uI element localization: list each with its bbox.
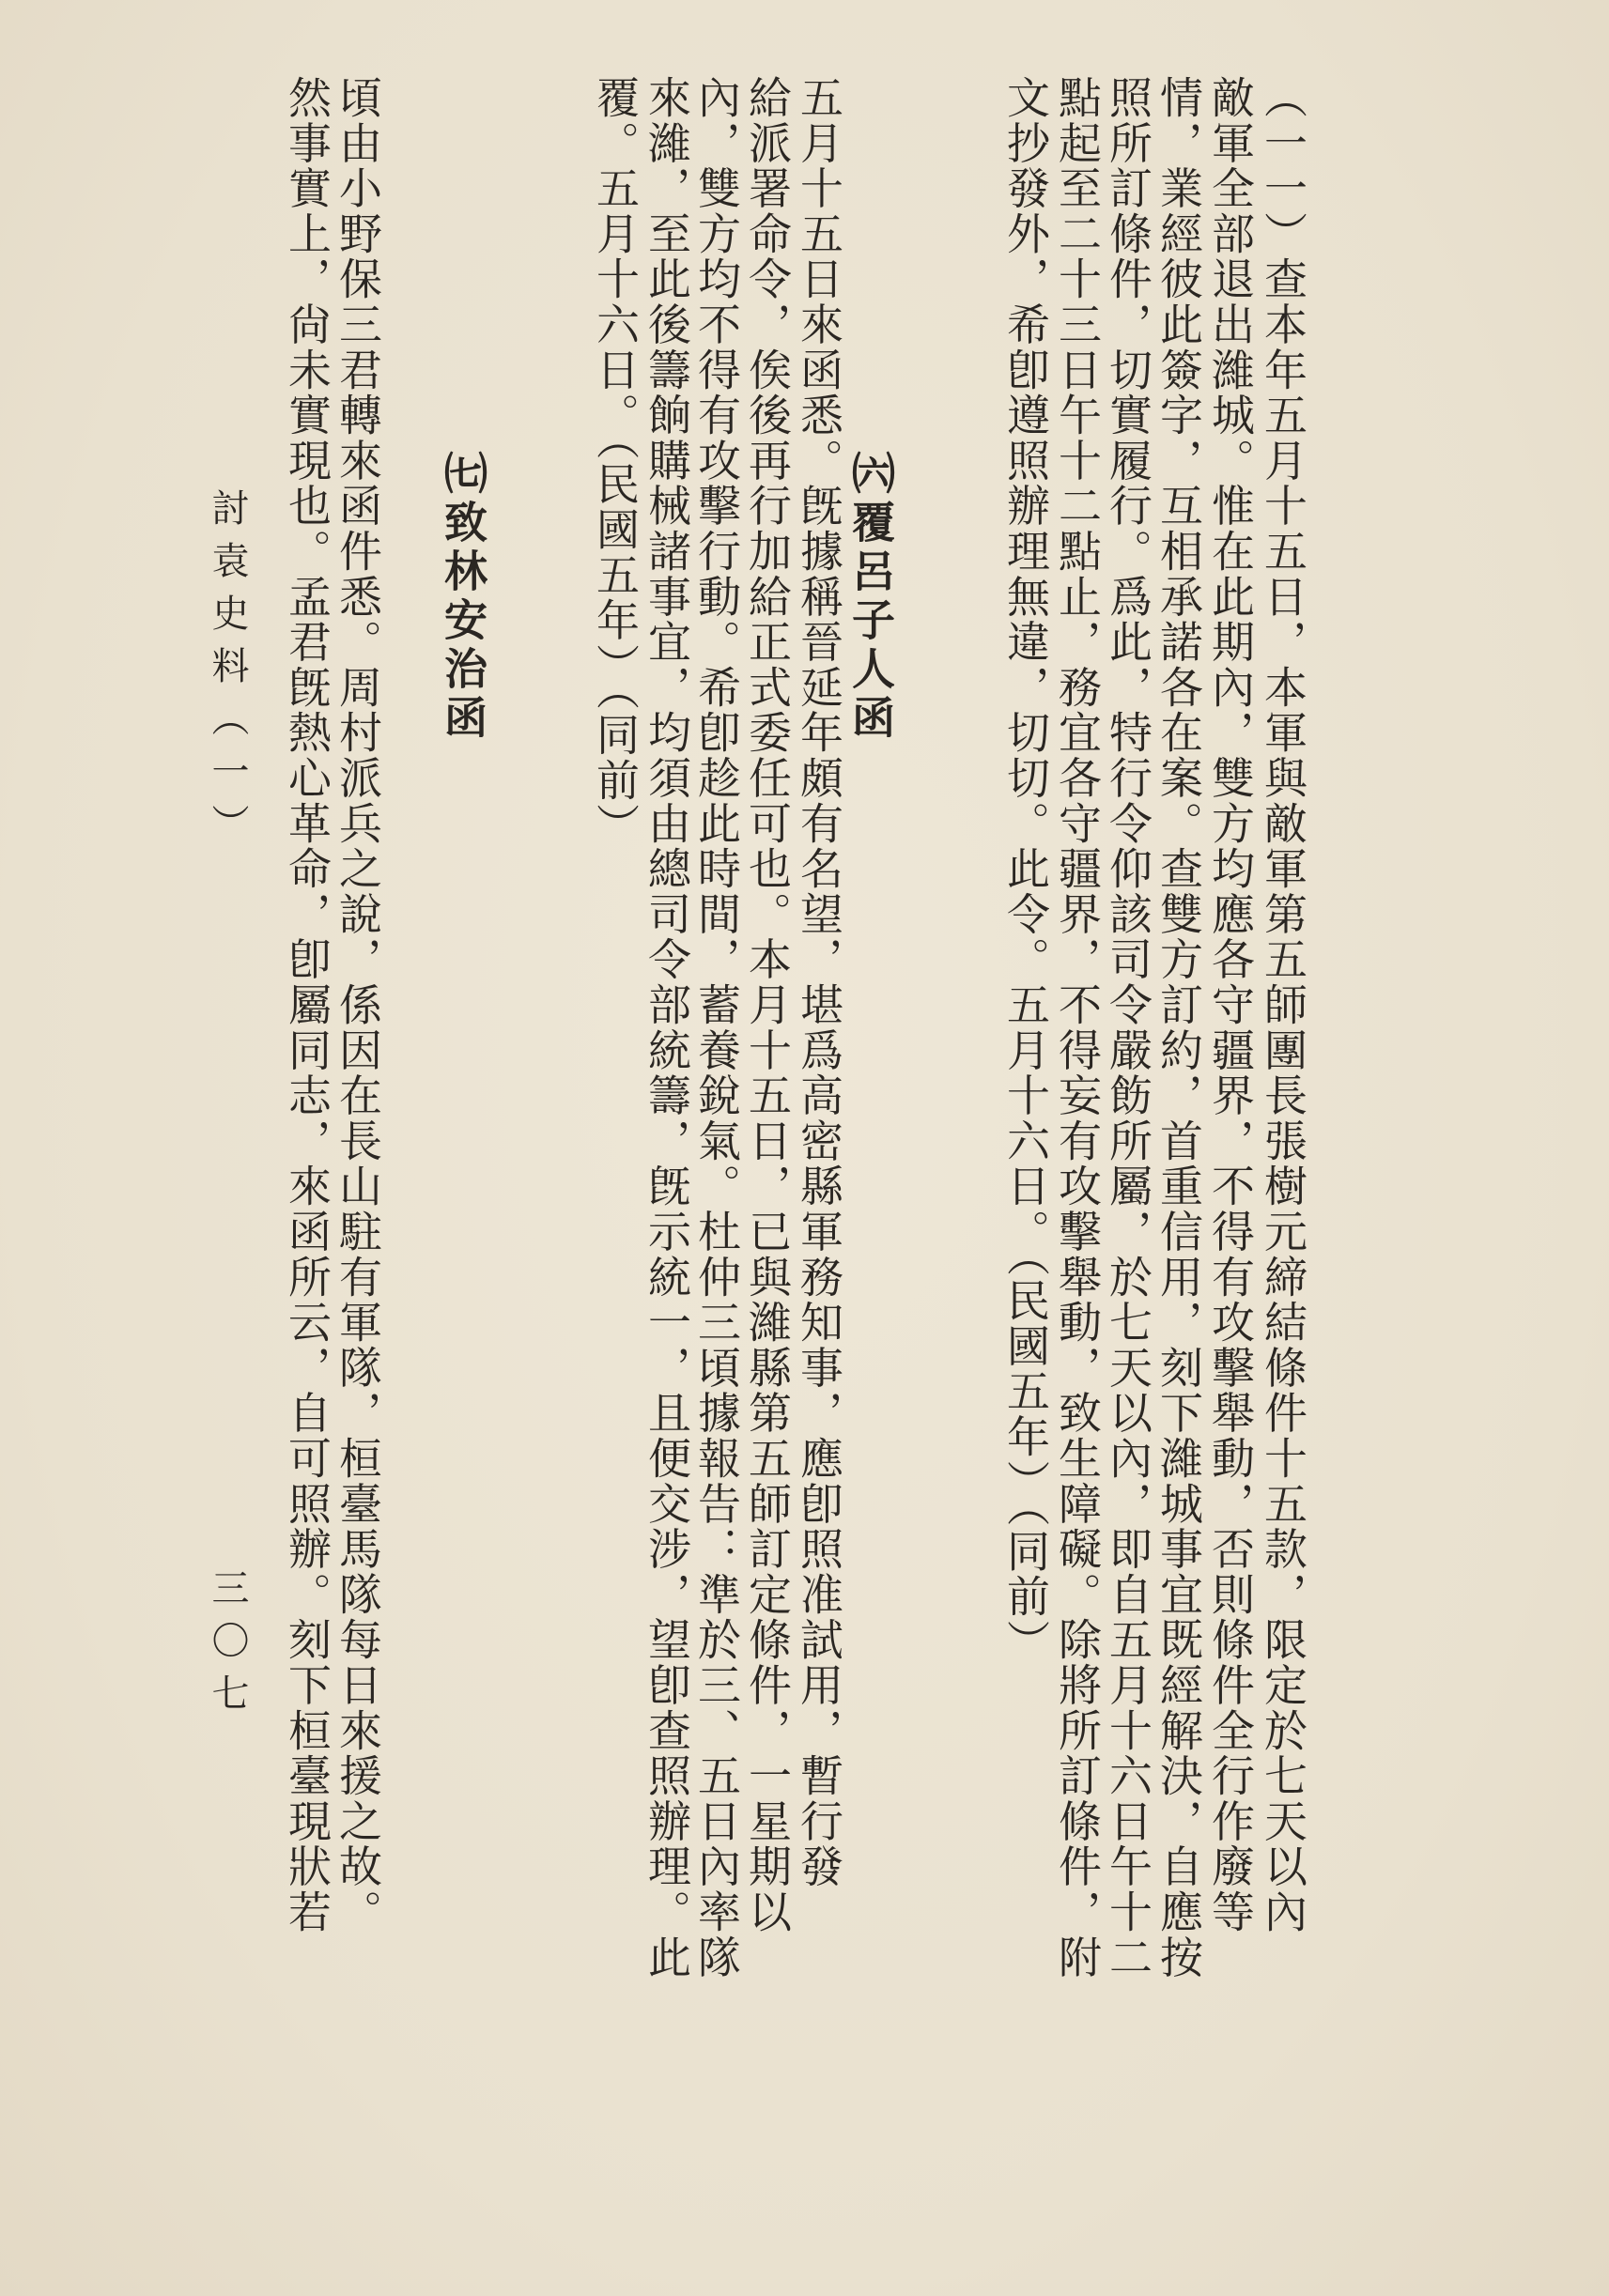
text-column-10: 來濰，至此後籌餉購械諸事宜，均須由總司令部統籌，旣示統一，且便交涉，望卽查照辦理。此 (642, 75, 692, 1980)
text-column-2: 敵軍全部退出濰城。惟在此期內，雙方均應各守疆界，不得有攻擊舉動，否則條件全行作廢等 (1205, 75, 1256, 1935)
text-column-5: 點起至二十三日午十二點止，務宜各守疆界，不得妄有攻擊舉動，致生障礙。除將所訂條件，附 (1052, 75, 1103, 1980)
text-column-6: 文抄發外，希卽遵照辦理無違，切切。此令。五月十六日。（民國五年）（同前） (1000, 75, 1051, 1665)
text-column-3: 情，業經彼此簽字，互相承諾各在案。查雙方訂約，首重信用，刻下濰城事宜既經解決，自應按 (1153, 75, 1204, 1980)
page-number: 三〇七 (206, 1568, 249, 1726)
section-heading-6: ㈥覆呂子人函 (845, 451, 896, 744)
text-column-1: （一一）查本年五月十五日，本軍與敵軍第五師團長張樹元締結條件十五款，限定於七天以內 (1258, 75, 1308, 1935)
text-column-11: 覆。五月十六日。（民國五年）（同前） (590, 75, 641, 849)
text-column-13: 然事實上，尙未實現也。孟君旣熱心革命，卽屬同志，來函所云，自可照辦。刻下桓臺現狀若 (282, 75, 333, 1935)
text-column-8: 給派署命令，俟後再行加給正式委任可也。本月十五日，已與濰縣第五師訂定條件，一星期以 (742, 75, 793, 1935)
text-column-4: 照所訂條件，切實履行。爲此，特行令仰該司令嚴飭所屬，於七天以內，即自五月十六日午十二 (1103, 75, 1153, 1980)
text-column-12: 頃由小野保三君轉來函件悉。周村派兵之說，係因在長山駐有軍隊，桓臺馬隊每日來援之故。 (333, 75, 383, 1935)
book-title-footer: 討袁史料（一） (206, 488, 249, 856)
text-column-9: 內，雙方均不得有攻擊行動。希卽趁此時間，蓄養銳氣。杜仲三頃據報告：準於三、五日內率隊 (691, 75, 742, 1980)
section-heading-7: ㈦致林安治函 (438, 451, 488, 744)
text-column-7: 五月十五日來函悉。旣據稱晉延年頗有名望，堪爲高密縣軍務知事，應卽照准試用，暫行發 (794, 75, 844, 1889)
